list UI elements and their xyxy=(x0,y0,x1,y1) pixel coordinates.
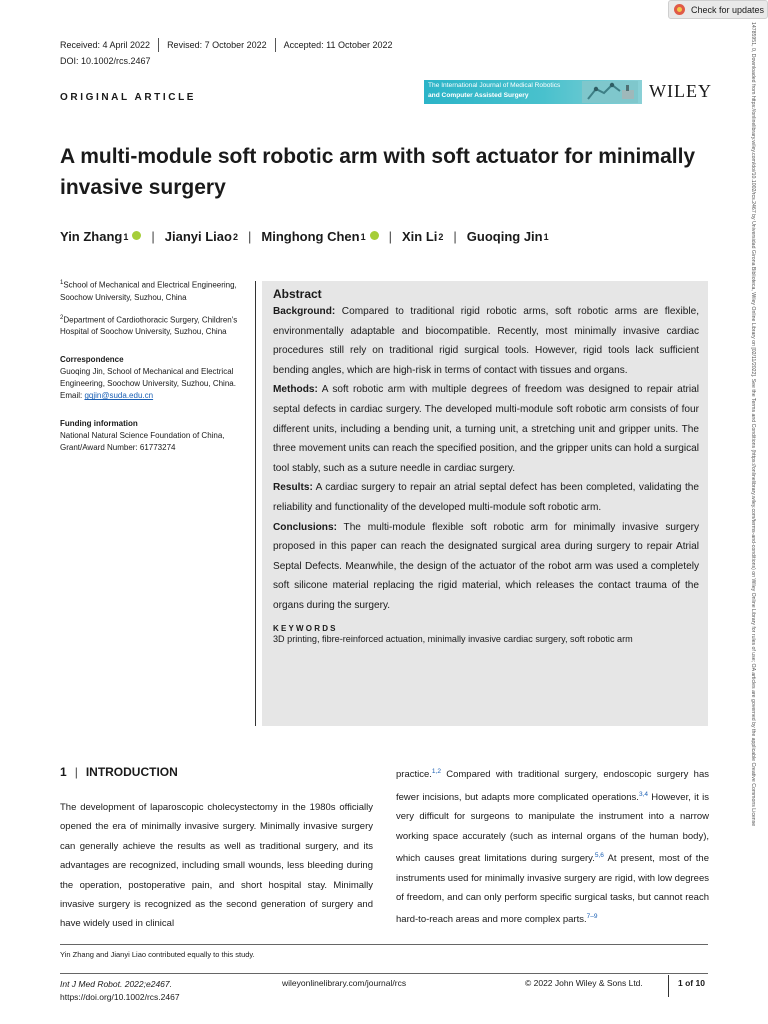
footer-citation xyxy=(60,978,180,1004)
journal-robot-icon xyxy=(582,81,638,103)
keywords-heading: KEYWORDS xyxy=(273,623,338,633)
background-label: Background: xyxy=(273,306,336,317)
section-heading xyxy=(60,765,178,779)
affiliation-marker: 1 xyxy=(123,231,129,242)
correspondence-heading: Correspondence xyxy=(60,355,124,365)
citation-link[interactable]: 5,6 xyxy=(594,851,604,859)
abstract-results xyxy=(273,478,699,517)
affiliation-marker: 2 xyxy=(232,231,238,242)
page-number: 1 of 10 xyxy=(678,978,705,988)
section-number: 1 xyxy=(60,765,67,779)
conclusions-label: Conclusions: xyxy=(273,521,337,533)
download-notice xyxy=(744,22,758,1024)
correspondence-text: Guoqing Jin, School of Mechanical and Electrical Engineering, Soochow University, Suzhou, China. xyxy=(60,367,236,389)
affiliation-text: School of Mechanical and Electrical Engineering, Soochow University, Suzhou, China xyxy=(60,280,237,302)
email-label: Email: xyxy=(60,391,85,401)
orcid-icon[interactable] xyxy=(370,231,379,240)
article-dates xyxy=(60,38,393,52)
funding-heading: Funding information xyxy=(60,419,138,429)
results-label: Results: xyxy=(273,482,313,494)
correspondence-email xyxy=(60,390,250,402)
citation-link[interactable]: 1,2 xyxy=(431,768,441,775)
author-name[interactable]: Minghong Chen xyxy=(261,229,360,244)
background-text: Compared to traditional rigid robotic arms, soft robotic arms are flexible, environmentally adaptable and biocompatible. Recently, most minimally invasive cardiac procedures still rely on traditional rigid surgical tools. However, rigid tools lack sufficient bending angles, which are high-risk in terms of contact with tissues and organs. xyxy=(273,306,699,376)
check-updates-label: Check for updates xyxy=(691,4,765,15)
citation-link[interactable]: 3,4 xyxy=(638,790,648,798)
download-notice-text: 14785951, 0, Downloaded from https://onlinelibrary.wiley.com/doi/10.1002/rcs.2467 by Universidad Girona Biblioteca, Wiley Online Library on [02/11/2022]. See the Terms and Conditions (https://onlinelibrary.wiley.com/terms-and-conditions) on Wiley Online Library for rules of use; OA articles are governed by the applicable Creative Commons License xyxy=(750,22,756,827)
citation-text: Int J Med Robot. 2022;e2467. xyxy=(60,979,172,989)
author-info-column xyxy=(60,277,250,454)
abstract-background xyxy=(273,302,699,380)
divider xyxy=(158,38,159,52)
citation-link[interactable]: 7–9 xyxy=(586,913,598,921)
methods-label: Methods: xyxy=(273,384,318,396)
doi-link[interactable]: https://doi.org/10.1002/rcs.2467 xyxy=(60,992,180,1002)
affiliation-marker: 2 xyxy=(438,231,444,242)
intro-paragraph-1: The development of laparoscopic cholecystectomy in the 1980s officially opened the era of minimally invasive surgery. Minimally invasive surgery can generally achieve the results as well as traditional surgery, and its advantages are recognized, including small wounds, less bleeding during the operation, postoperative pain, and short hospital stay. Minimally invasive surgery is recognized as the second generation of surgery and have widely used in clinical xyxy=(60,802,373,930)
journal-website-link[interactable]: wileyonlinelibrary.com/journal/rcs xyxy=(282,978,407,988)
divider xyxy=(275,38,276,52)
divider: | xyxy=(247,229,252,244)
accepted-date: Accepted: 11 October 2022 xyxy=(283,40,393,50)
orcid-icon[interactable] xyxy=(132,231,141,240)
conclusions-text: The multi-module flexible soft robotic arm for minimally invasive surgery proposed in this paper can reach the designated surgical area during surgery to repair Atrial Septal Defects. Meanwhile, the design of the actuator of the robot arm was used a completely soft silicone material replacing the rigid material, which releases the contact trauma of the organs during the surgery. xyxy=(273,521,699,611)
journal-name-line1: The International Journal of Medical Robotics xyxy=(428,82,561,89)
divider: | xyxy=(74,765,78,779)
publisher-logo: WILEY xyxy=(649,81,712,101)
body-column-right xyxy=(396,762,709,930)
author-name[interactable]: Xin Li xyxy=(401,229,438,244)
footer-rule xyxy=(60,973,708,974)
revised-date: Revised: 7 October 2022 xyxy=(167,40,267,50)
crossmark-icon xyxy=(674,4,685,15)
intro-paragraph-2 xyxy=(396,762,709,930)
affiliation-number: 1 xyxy=(60,280,64,286)
methods-text: A soft robotic arm with multiple degrees of freedom was designed to repair atrial septal defects in cardiac surgery. The developed multi-module soft robotic arm consists of four different units, including a bending unit, a turning unit, a stretching unit and gripper units. The three movement units can reach the specified position, and the gripper units can hold a surgical tool stably, such as a suture needle in cardiac surgery. xyxy=(273,384,699,474)
divider: | xyxy=(453,229,457,244)
funding-text: National Natural Science Foundation of China, Grant/Award Number: 61773274 xyxy=(60,431,225,453)
affiliation-marker: 1 xyxy=(543,231,549,242)
received-date: Received: 4 April 2022 xyxy=(60,40,151,50)
journal-name-line2: and Computer Assisted Surgery xyxy=(428,92,529,99)
article-type: ORIGINAL ARTICLE xyxy=(60,92,197,103)
doi[interactable]: DOI: 10.1002/rcs.2467 xyxy=(60,56,151,66)
divider: | xyxy=(151,229,155,244)
affiliation-1 xyxy=(60,277,250,304)
text-run: At present, most of the instruments used for minimally invasive surgery are rigid, with low degrees of freedom, and can only perform specific surgical tasks, but cannot reach hard-to-reach areas and more complex parts. xyxy=(396,853,709,926)
abstract-conclusions xyxy=(273,518,699,616)
article-title: A multi-module soft robotic arm with soft actuator for minimally invasive surgery xyxy=(60,145,696,199)
divider xyxy=(668,975,669,997)
divider: | xyxy=(388,229,392,244)
check-for-updates-button[interactable] xyxy=(668,0,768,19)
author-list xyxy=(60,229,549,244)
footnote: Yin Zhang and Jianyi Liao contributed equally to this study. xyxy=(60,950,255,959)
affiliation-marker: 1 xyxy=(360,231,366,242)
keywords-text: 3D printing, fibre-reinforced actuation, minimally invasive cardiac surgery, soft robotic arm xyxy=(273,633,633,644)
section-title: INTRODUCTION xyxy=(85,765,178,779)
abstract-methods xyxy=(273,380,699,478)
footnote-rule xyxy=(60,944,708,945)
text-run: However, it is very difficult for surgeons to manipulate the instrument into a narrow working space accurately (such as internal organs of the human body), which causes great limitations during surgery. xyxy=(396,791,709,865)
abstract-heading: Abstract xyxy=(273,287,322,301)
author-name[interactable]: Yin Zhang xyxy=(60,229,123,244)
column-divider xyxy=(255,281,256,726)
email-link[interactable]: gqjin@suda.edu.cn xyxy=(84,391,154,401)
copyright: © 2022 John Wiley & Sons Ltd. xyxy=(525,978,643,988)
abstract-box xyxy=(262,281,708,726)
affiliation-number: 2 xyxy=(60,314,64,321)
author-name[interactable]: Jianyi Liao xyxy=(164,229,232,244)
affiliation-2 xyxy=(60,312,250,339)
body-column-left xyxy=(60,798,373,934)
text-run: practice. xyxy=(396,769,432,781)
text-run: Compared with traditional surgery, endoscopic surgery has fewer incisions, but adapts more complicated operations. xyxy=(396,769,709,803)
journal-banner xyxy=(424,80,642,104)
affiliation-text: Department of Cardiothoracic Surgery, Children's Hospital of Soochow University, Suzhou, China xyxy=(60,315,238,337)
results-text: A cardiac surgery to repair an atrial septal defect has been completed, validating the reliability and functionality of the developed multi-module soft robotic arm. xyxy=(273,482,699,513)
author-name[interactable]: Guoqing Jin xyxy=(466,229,543,244)
